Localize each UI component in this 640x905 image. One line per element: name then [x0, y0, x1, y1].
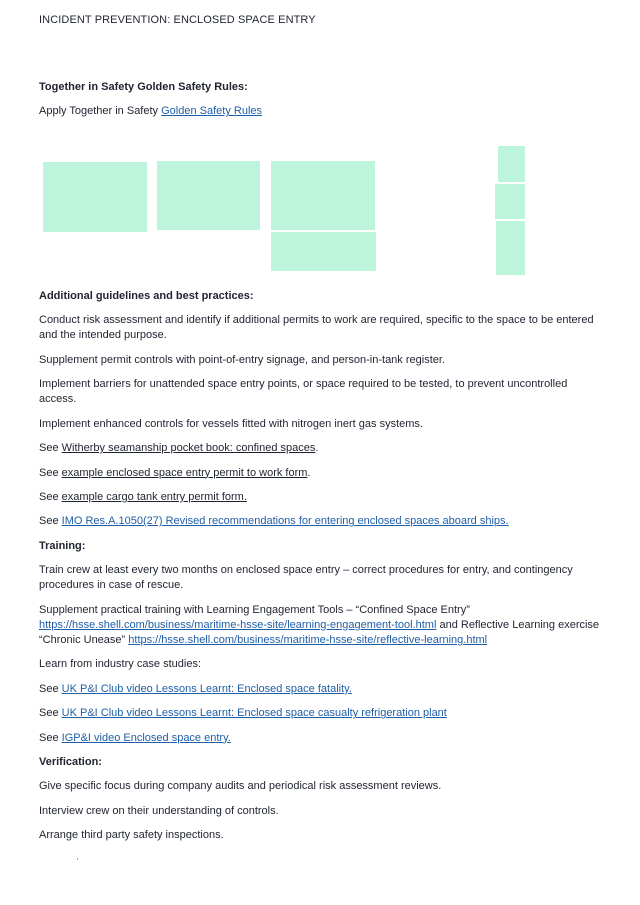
page-header-title: INCIDENT PREVENTION: ENCLOSED SPACE ENTRY	[39, 14, 316, 26]
permit-form-link[interactable]: example enclosed space entry permit to work form	[61, 466, 308, 479]
see-prefix: See	[39, 466, 62, 479]
see-reference	[39, 514, 607, 529]
training-item2-text: Supplement practical training with Learning Engagement Tools – “Confined Space Entry”	[39, 603, 470, 616]
guidelines-heading: Additional guidelines and best practices:	[39, 289, 254, 302]
see-reference	[39, 490, 607, 505]
golden-rules-link[interactable]: Golden Safety Rules	[161, 105, 262, 118]
see-suffix: .	[315, 442, 319, 455]
training-heading: Training:	[39, 539, 86, 552]
verification-item: Give specific focus during company audits and periodical risk assessment reviews.	[39, 780, 442, 793]
see-suffix: .	[307, 466, 311, 479]
training-item2-mid: and Reflective Learning exercise “Chronic Unease”	[39, 618, 600, 647]
guideline-item: Implement barriers for unattended space entry points, or space required to be tested, to prevent uncontrolled access.	[39, 378, 568, 406]
case-study-reference	[39, 682, 607, 697]
golden-rules-paragraph	[39, 104, 607, 119]
guideline-item: Conduct risk assessment and identify if additional permits to work are required, specific to the space to be entered and the intended purpose.	[39, 314, 594, 342]
see-prefix: See	[39, 731, 62, 744]
training-item: Learn from industry case studies:	[39, 658, 202, 671]
golden-rule-image	[271, 232, 376, 271]
see-prefix: See	[39, 682, 62, 695]
witherby-link[interactable]: Witherby seamanship pocket book: confined spaces	[61, 442, 316, 455]
imo-resolution-link[interactable]: IMO Res.A.1050(27) Revised recommendations for entering enclosed spaces aboard ships.	[61, 515, 509, 528]
reflective-learning-link[interactable]: https://hsse.shell.com/business/maritime-hsse-site/reflective-learning.html	[128, 634, 488, 647]
see-prefix: See	[39, 707, 62, 720]
see-prefix: See	[39, 515, 62, 528]
golden-rules-images	[0, 145, 640, 280]
golden-rule-image	[498, 146, 525, 182]
footer-mark	[77, 858, 78, 860]
training-item	[39, 603, 607, 649]
ukpi-fatality-link[interactable]: UK P&I Club video Lessons Learnt: Enclosed space fatality.	[61, 682, 352, 695]
see-prefix: See	[39, 442, 62, 455]
guideline-item: Implement enhanced controls for vessels fitted with nitrogen inert gas systems.	[39, 417, 423, 430]
case-study-reference	[39, 706, 607, 721]
case-study-reference	[39, 731, 607, 746]
cargo-tank-form-link[interactable]: example cargo tank entry permit form.	[61, 490, 247, 503]
training-item: Train crew at least every two months on enclosed space entry – correct procedures for entry, and contingency procedures in case of rescue.	[39, 564, 573, 592]
golden-rule-image	[271, 161, 375, 230]
ukpi-refrigeration-link[interactable]: UK P&I Club video Lessons Learnt: Enclosed space casualty refrigeration plant	[61, 707, 447, 720]
verification-item: Interview crew on their understanding of controls.	[39, 804, 279, 817]
see-reference	[39, 466, 607, 481]
golden-rule-image	[496, 221, 525, 275]
verification-item: Arrange third party safety inspections.	[39, 829, 224, 842]
see-prefix: See	[39, 490, 62, 503]
igpi-video-link[interactable]: IGP&I video Enclosed space entry.	[61, 731, 231, 744]
verification-heading: Verification:	[39, 756, 102, 769]
golden-rule-image	[495, 184, 525, 219]
golden-rules-heading: Together in Safety Golden Safety Rules:	[39, 81, 248, 93]
learning-engagement-link[interactable]: https://hsse.shell.com/business/maritime-hsse-site/learning-engagement-tool.html	[39, 618, 437, 631]
golden-rules-text: Apply Together in Safety	[39, 105, 162, 118]
see-reference	[39, 441, 607, 456]
golden-rule-image	[157, 161, 260, 230]
golden-rule-image	[43, 162, 147, 232]
guideline-item: Supplement permit controls with point-of-entry signage, and person-in-tank register.	[39, 353, 445, 366]
